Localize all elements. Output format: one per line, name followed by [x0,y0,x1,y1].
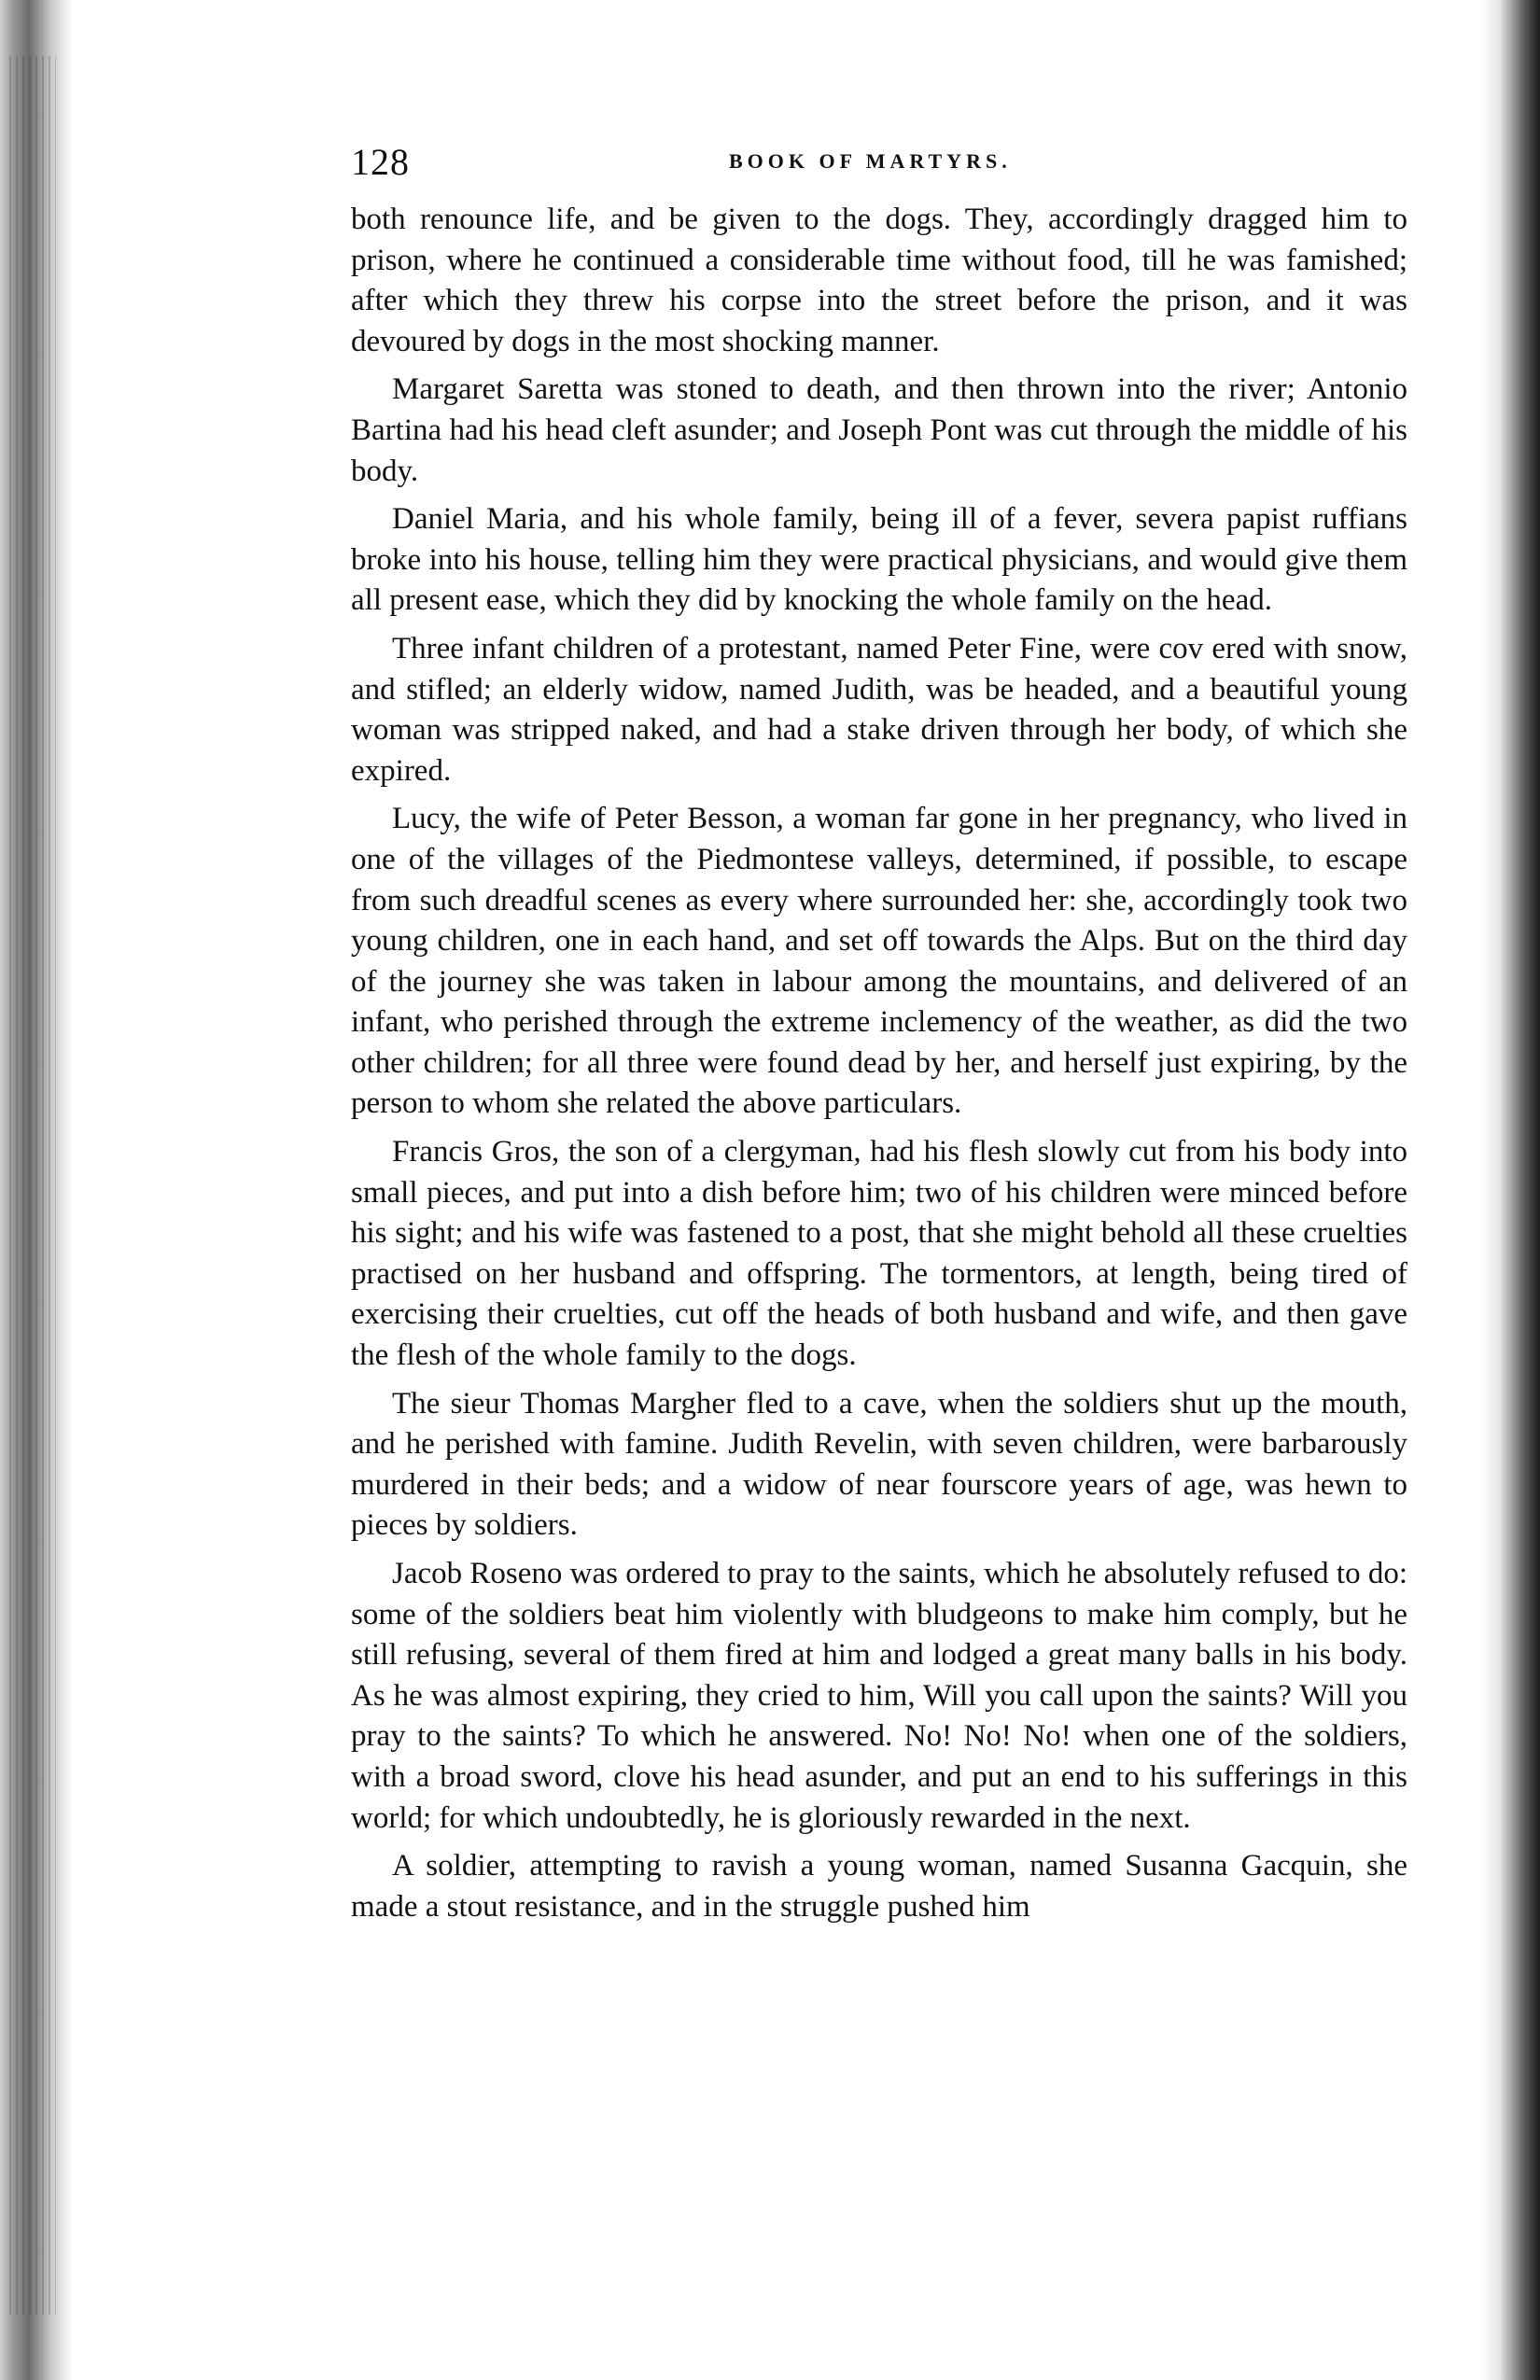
paragraph: A soldier, attempting to ravish a young woman, named Susanna Gacquin, she made a stout resistance, and in the struggle pushed him [351,1849,1407,1924]
body-text [351,200,1407,1927]
paragraph: Lucy, the wife of Peter Besson, a woman far gone in her pregnancy, who lived in one of the villages of the Piedmontese valleys, determined, if possible, to escape from such dreadful scenes as every where surrounded her: she, accordingly took two young children, one in each hand, and set off towards the Alps. But on the third day of the journey she was taken in labour among the mountains, and delivered of an infant, who perished through the extreme inclemency of the weather, as did the two other children; for all three were found dead by her, and herself just expiring, by the person to whom she related the above particulars. [351,802,1407,1121]
book-page [351,140,1407,1935]
paragraph: both renounce life, and be given to the dogs. They, accordingly dragged him to prison, where he continued a considerable time without food, till he was famished; after which they threw his corpse into the street before the prison, and it was devoured by dogs in the most shocking manner. [351,203,1407,358]
paragraph: Daniel Maria, and his whole family, being ill of a fever, severa papist ruffians broke into his house, telling him they were practical physicians, and would give them all present ease, which they did by knocking the whole family on the head. [351,502,1407,618]
paragraph: Jacob Roseno was ordered to pray to the saints, which he absolutely refused to do: some of the soldiers beat him violently with bludgeons to make him comply, but he still refusing, several of them fired at him and lodged a great many balls in his body. As he was almost expiring, they cried to him, Will you call upon the saints? Will you pray to the saints? To which he answered. No! No! No! when one of the soldiers, with a broad sword, clove his head asunder, and put an end to his sufferings in this world; for which undoubtedly, he is gloriously rewarded in the next. [351,1557,1407,1835]
paragraph: Three infant children of a protestant, named Peter Fine, were cov ered with snow, and stifled; an elderly widow, named Judith, was be headed, and a beautiful young woman was stripped naked, and had a stake driven through her body, of which she expired. [351,631,1407,788]
scan-left-edge [0,0,73,2380]
scan-right-edge [1482,0,1540,2380]
page-header [351,140,1407,200]
paragraph: Francis Gros, the son of a clergyman, had his flesh slowly cut from his body into small pieces, and put into a dish before him; two of his children were minced before his sight; and his wife was fastened to a post, that she might behold all these cruelties practised on her husband and offspring. The tormentors, at length, being tired of exercising their cruelties, cut off the heads of both husband and wife, and then gave the flesh of the whole family to the dogs. [351,1135,1407,1373]
page-number: 128 [351,141,410,183]
paragraph: The sieur Thomas Margher fled to a cave, when the soldiers shut up the mouth, and he perished with famine. Judith Revelin, with seven children, were barbarously murdered in their beds; and a widow of near fourscore years of age, was hewn to pieces by soldiers. [351,1386,1407,1543]
paragraph: Margaret Saretta was stoned to death, and then thrown into the river; Antonio Bartina had his head cleft asunder; and Joseph Pont was cut through the middle of his body. [351,372,1407,488]
running-title: BOOK OF MARTYRS. [729,149,1012,173]
book-binding-shadow [9,56,56,2315]
